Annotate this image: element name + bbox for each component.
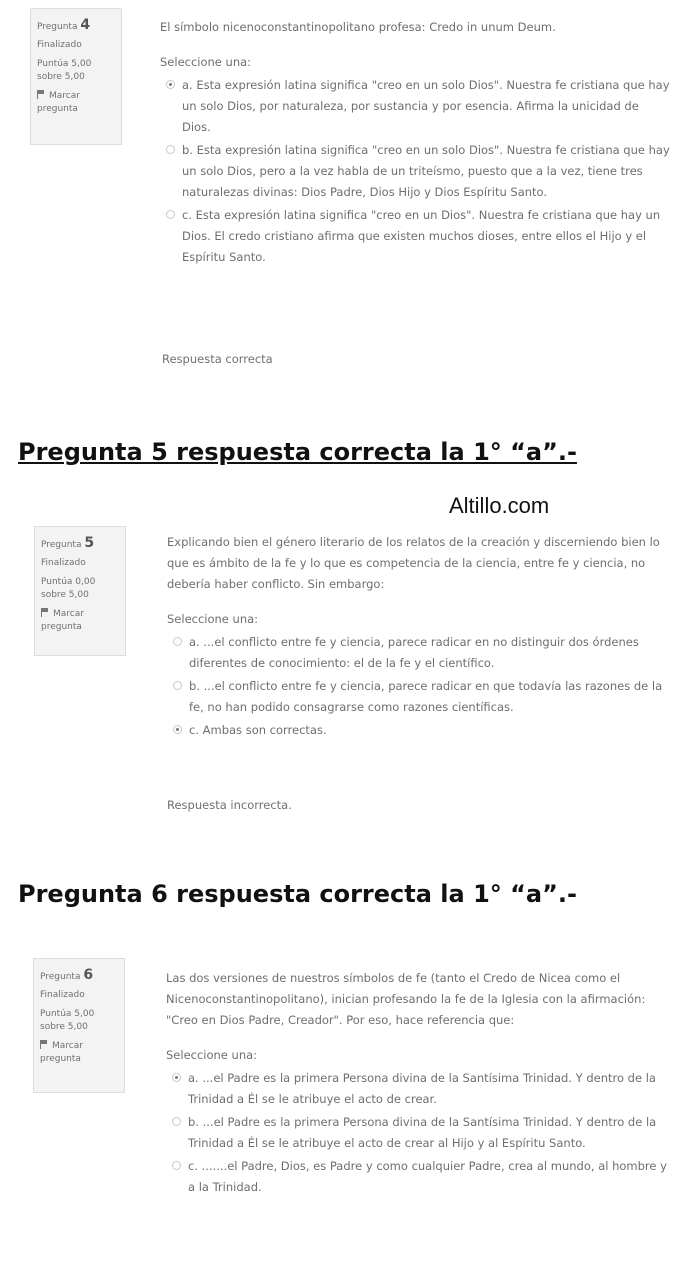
radio-button[interactable] bbox=[172, 1161, 181, 1170]
watermark: Altillo.com bbox=[449, 493, 550, 518]
question-number: Pregunta 4 bbox=[37, 17, 91, 33]
select-label: Seleccione una: bbox=[166, 1048, 258, 1062]
question-state: Finalizado bbox=[37, 40, 82, 51]
question-text: Las dos versiones de nuestros símbolos de fe (tanto el Credo de Nicea como el Nicenoconstantinopolitano), inician profesando la fe de la Iglesia con la afirmación: "Creo en Dios Padre, Creador". Por eso, hace referencia que: bbox=[166, 971, 646, 1027]
question-5-content bbox=[167, 532, 667, 741]
question-4-info-box bbox=[30, 8, 122, 145]
radio-button[interactable] bbox=[166, 145, 175, 154]
heading-question-6: Pregunta 6 respuesta correcta la 1° “a”.- bbox=[18, 880, 577, 908]
radio-button[interactable] bbox=[173, 637, 182, 646]
question-number: Pregunta 6 bbox=[40, 967, 94, 983]
radio-button[interactable] bbox=[166, 210, 175, 219]
question-points: Puntúa 5,00 sobre 5,00 bbox=[37, 59, 92, 83]
question-text: El símbolo nicenoconstantinopolitano profesa: Credo in unum Deum. bbox=[160, 20, 556, 34]
radio-button[interactable] bbox=[172, 1073, 181, 1082]
answer-option-c[interactable]: c. .......el Padre, Dios, es Padre y como cualquier Padre, crea al mundo, al hombre y a la Trinidad. bbox=[166, 1156, 671, 1198]
question-state: Finalizado bbox=[41, 558, 86, 569]
flag-icon bbox=[40, 1040, 48, 1049]
radio-button[interactable] bbox=[173, 681, 182, 690]
question-points: Puntúa 5,00 sobre 5,00 bbox=[40, 1009, 95, 1033]
question-number: Pregunta 5 bbox=[41, 535, 95, 551]
answer-option-b[interactable]: b. ...el Padre es la primera Persona divina de la Santísima Trinidad. Y dentro de la Trinidad a Él se le atribuye el acto de crear al Hijo y al Espíritu Santo. bbox=[166, 1112, 671, 1154]
select-label: Seleccione una: bbox=[160, 55, 252, 69]
flag-icon bbox=[37, 90, 45, 99]
radio-button[interactable] bbox=[173, 725, 182, 734]
answer-option-a[interactable]: a. ...el conflicto entre fe y ciencia, parece radicar en no distinguir dos órdenes diferentes de conocimiento: el de la fe y el científico. bbox=[167, 632, 667, 674]
question-4-content bbox=[160, 17, 670, 268]
question-state: Finalizado bbox=[40, 990, 85, 1001]
answer-option-c[interactable]: c. Ambas son correctas. bbox=[167, 720, 667, 741]
flag-question-link[interactable]: Marcar pregunta bbox=[37, 91, 80, 115]
answer-option-b[interactable]: b. ...el conflicto entre fe y ciencia, parece radicar en que todavía las razones de la fe, no han podido consagrarse como razones científicas. bbox=[167, 676, 667, 718]
question-text: Explicando bien el género literario de los relatos de la creación y discerniendo bien lo que es ámbito de la fe y lo que es competencia de la ciencia, entre fe y ciencia, no debería haber conflicto. Sin embargo: bbox=[167, 535, 660, 591]
radio-button[interactable] bbox=[166, 80, 175, 89]
question-6-content bbox=[166, 968, 671, 1198]
answer-option-a[interactable]: a. Esta expresión latina significa "creo en un solo Dios". Nuestra fe cristiana que hay un solo Dios, por naturaleza, por sustancia y por esencia. Afirma la unicidad de Dios. bbox=[160, 75, 670, 138]
answer-option-a[interactable]: a. ...el Padre es la primera Persona divina de la Santísima Trinidad. Y dentro de la Trinidad a Él se le atribuye el acto de crear. bbox=[166, 1068, 671, 1110]
heading-question-5: Pregunta 5 respuesta correcta la 1° “a”.- bbox=[18, 438, 577, 466]
question-5-info-box bbox=[34, 526, 126, 656]
answer-option-c[interactable]: c. Esta expresión latina significa "creo en un Dios". Nuestra fe cristiana que hay un Dios. El credo cristiano afirma que existen muchos dioses, entre ellos el Hijo y el Espíritu Santo. bbox=[160, 205, 670, 268]
question-points: Puntúa 0,00 sobre 5,00 bbox=[41, 577, 96, 601]
question-outcome: Respuesta incorrecta. bbox=[167, 798, 292, 812]
flag-icon bbox=[41, 608, 49, 617]
question-outcome: Respuesta correcta bbox=[162, 352, 273, 366]
radio-button[interactable] bbox=[172, 1117, 181, 1126]
flag-question-link[interactable]: Marcar pregunta bbox=[40, 1041, 83, 1065]
flag-question-link[interactable]: Marcar pregunta bbox=[41, 609, 84, 633]
select-label: Seleccione una: bbox=[167, 612, 259, 626]
question-6-info-box bbox=[33, 958, 125, 1093]
answer-option-b[interactable]: b. Esta expresión latina significa "creo en un solo Dios". Nuestra fe cristiana que hay un solo Dios, pero a la vez habla de un triteísmo, puesto que a la vez, tiene tres naturalezas divinas: Dios Padre, Dios Hijo y Dios Espíritu Santo. bbox=[160, 140, 670, 203]
